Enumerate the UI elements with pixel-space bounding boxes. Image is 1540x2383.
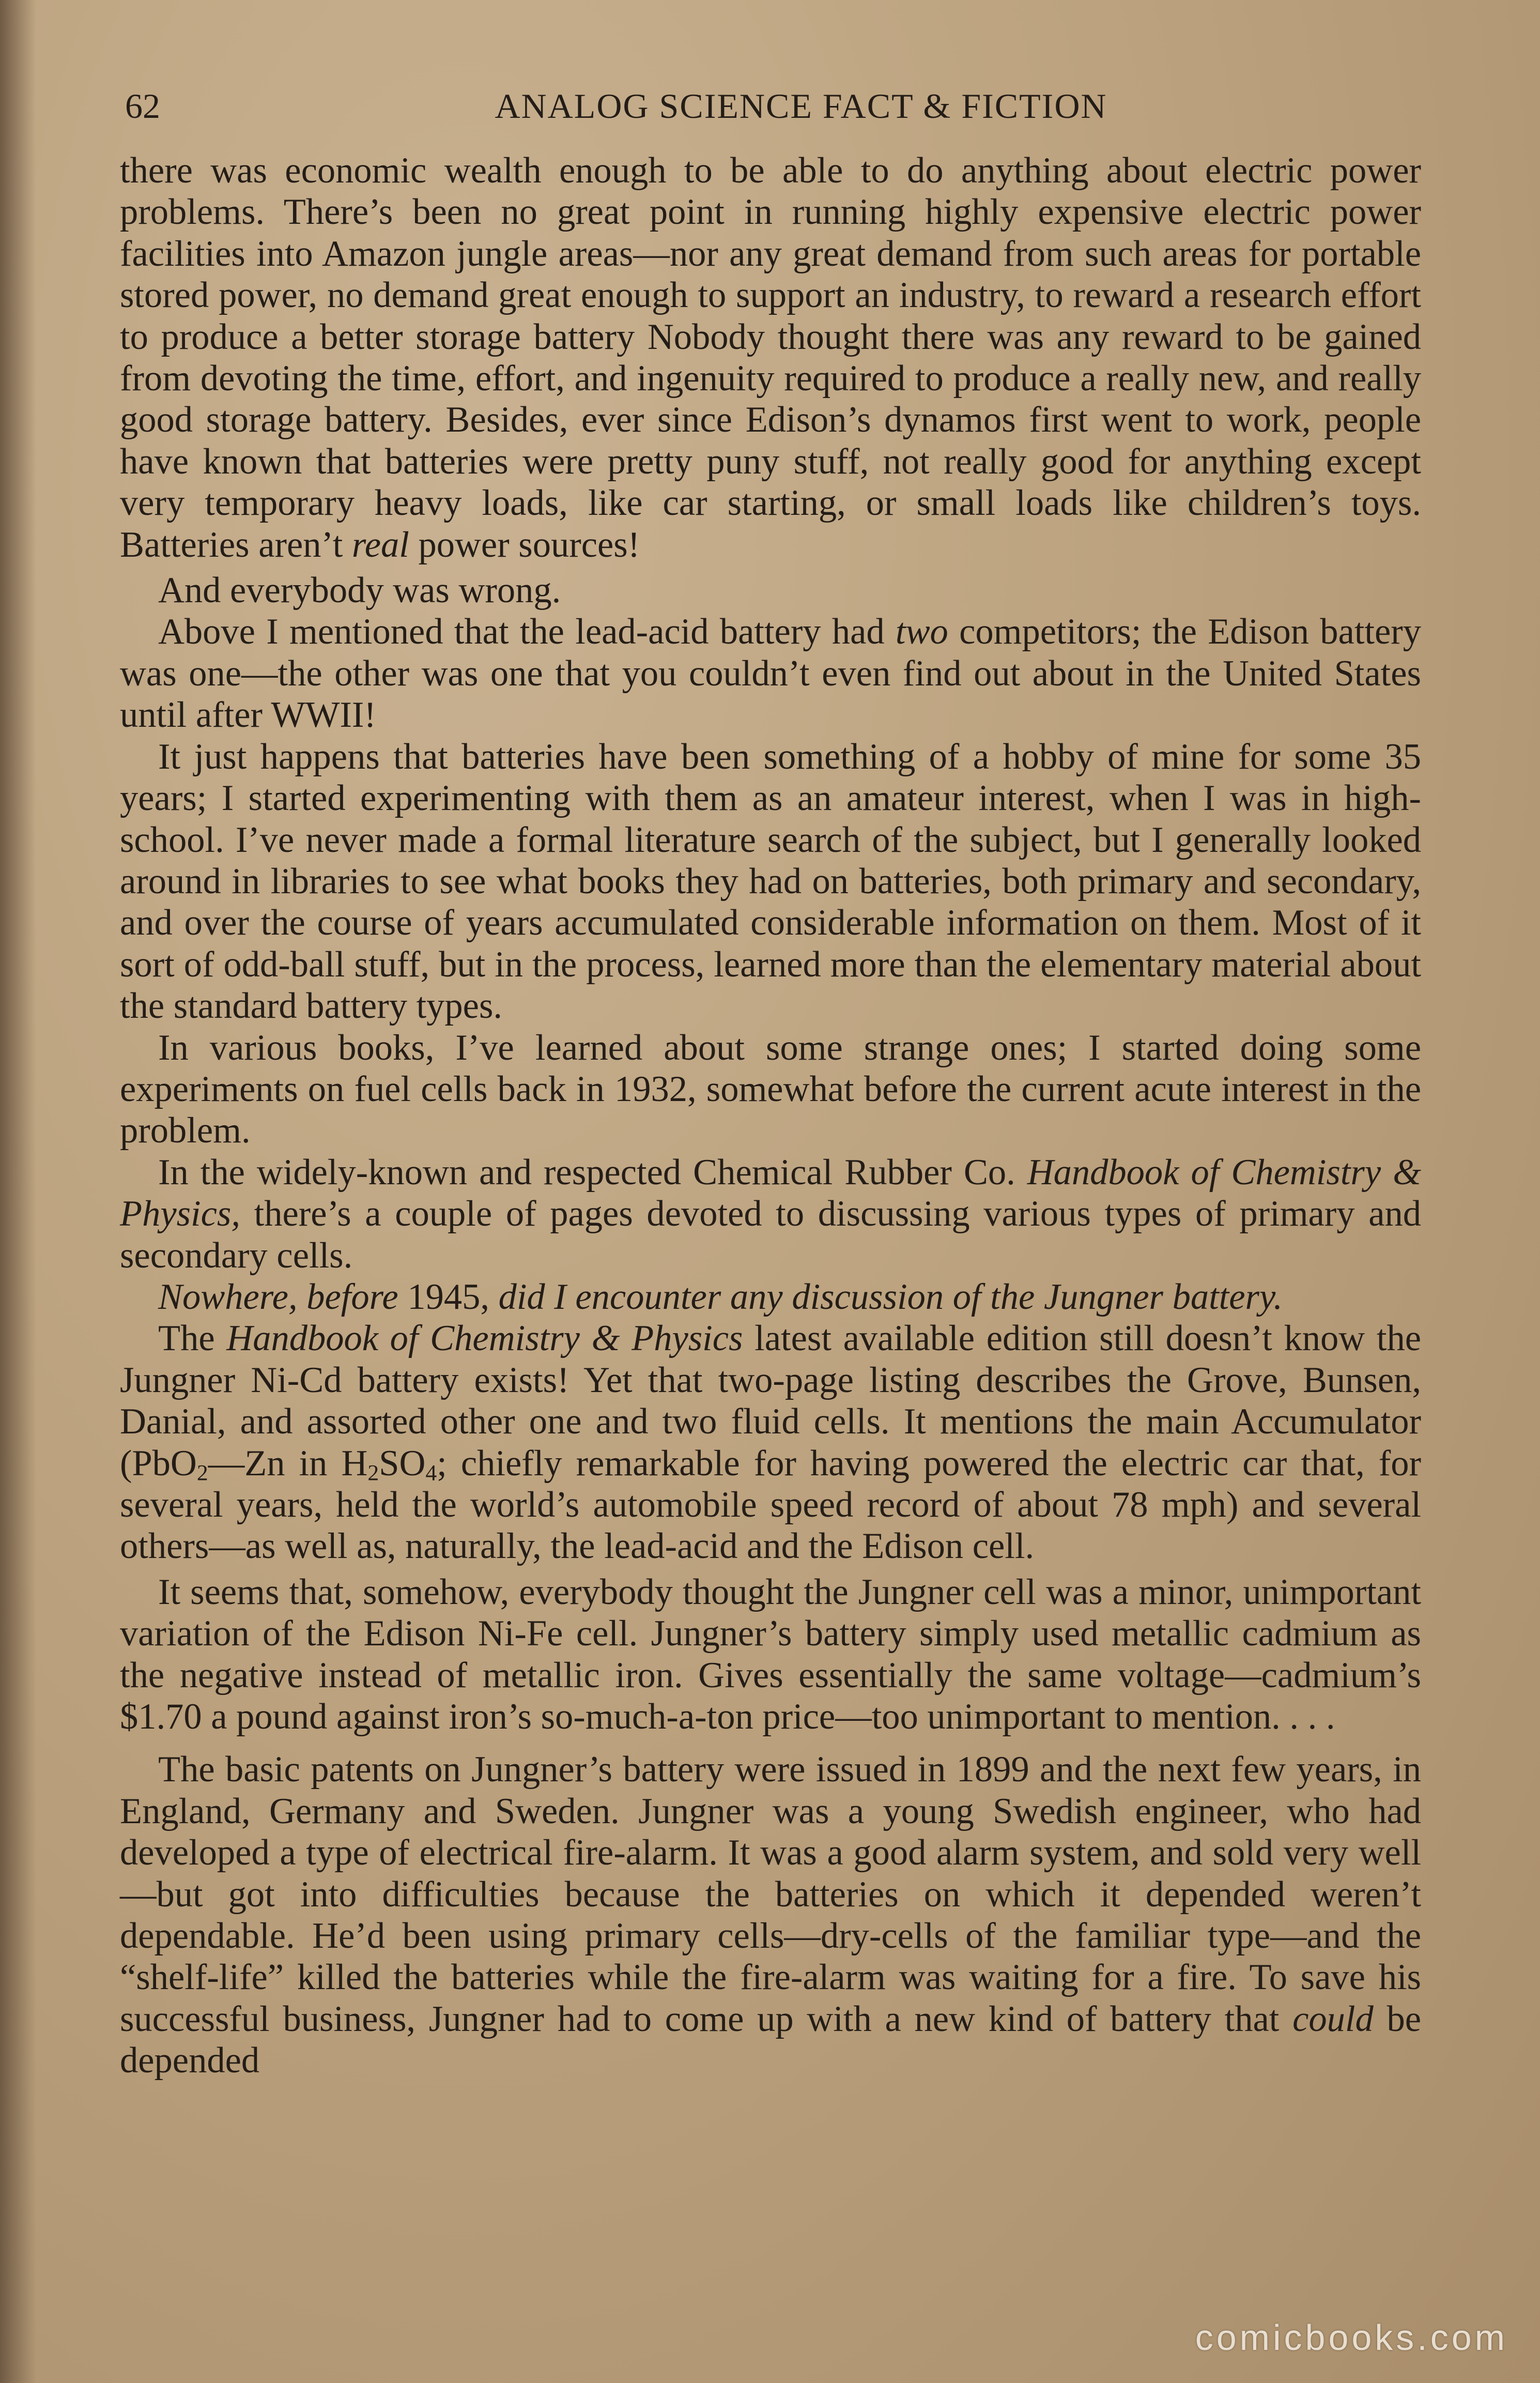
running-title: ANALOG SCIENCE FACT & FICTION <box>495 86 1107 126</box>
paragraph: there was economic wealth enough to be able to do anything about electric power problems. There’s been no great point in running highly expensive electric power facilities into Amazon jungle areas—nor any great demand from such areas for portable stored power, no demand great enough to support an industry, to reward a research effort to produce a better storage battery Nobody thought there was any reward to be gained from devoting the time, effort, and ingenuity required to produce a really new, and really good storage battery. Besides, ever since Edison’s dynamos first went to work, people have known that batteries were pretty puny stuff, not really good for anything except very temporary heavy loads, like car starting, or small loads like children’s toys. Batteries aren’t real power sources! <box>120 150 1421 565</box>
paragraph: Nowhere, before 1945, did I encounter any discussion of the Jungner battery. <box>158 1276 1283 1317</box>
watermark: comicbooks.com <box>1195 2317 1508 2358</box>
paragraph: In the widely-known and respected Chemical Rubber Co. Handbook of Chemistry & Physics, there’s a couple of pages devoted to discussing various types of primary and secondary cells. <box>120 1152 1422 1276</box>
paragraph: It just happens that batteries have been something of a hobby of mine for some 35 years; I started experimenting with them as an amateur interest, when I was in high-school. I’ve never made a formal literature search of the subject, but I generally looked around in libraries to see what books they had on batteries, both primary and secondary, and over the course of years accumulated considerable information on them. Most of it sort of odd-ball stuff, but in the process, learned more than the elementary material about the standard battery types. <box>120 736 1421 1027</box>
paragraph: Above I mentioned that the lead-acid battery had two competitors; the Edison battery was one—the other was one that you couldn’t even find out about in the United States until after WWII! <box>120 612 1422 736</box>
paragraph: In various books, I’ve learned about some strange ones; I started doing some experiments on fuel cells back in 1932, somewhat before the current acute interest in the problem. <box>120 1027 1421 1151</box>
paragraph: The basic patents on Jungner’s battery were issued in 1899 and the next few years, in England, Germany and Sweden. Jungner was a young Swedish engineer, who had developed a type of electrical fire-alarm. It was a good alarm system, and sold very well—but got into difficulties because the batteries on which it depended weren’t dependable. He’d been using primary cells—dry-cells of the familiar type—and the “shelf-life” killed the batteries while the fire-alarm was waiting for a fire. To save his successful business, Jungner had to come up with a new kind of battery that could be depended <box>120 1749 1422 2081</box>
page-header <box>125 78 1420 134</box>
paragraph: The Handbook of Chemistry & Physics latest available edition still doesn’t know the Jungner Ni-Cd battery exists! Yet that two-page listing describes the Grove, Bunsen, Danial, and assorted other one and two fluid cells. It mentions the main Accumulator (PbO$_2$—Zn in $H_2SO_4$; chiefly remarkable for having powered the electric car that, for several years, held the world’s automobile speed record of about 78 mph) and several others—as well as, naturally, the lead-acid and the Edison cell. <box>120 1318 1422 1567</box>
article-body <box>120 150 1421 2082</box>
paragraph: And everybody was wrong. <box>158 570 561 611</box>
paragraph: It seems that, somehow, everybody thought the Jungner cell was a minor, unimportant variation of the Edison Ni-Fe cell. Jungner’s battery simply used metallic cadmium as the negative instead of metallic iron. Gives essentially the same voltage—cadmium’s $1.70 a pound against iron’s so-much-a-ton price—too unimportant to mention. . . . <box>120 1571 1421 1737</box>
page-number: 62 <box>125 86 160 126</box>
